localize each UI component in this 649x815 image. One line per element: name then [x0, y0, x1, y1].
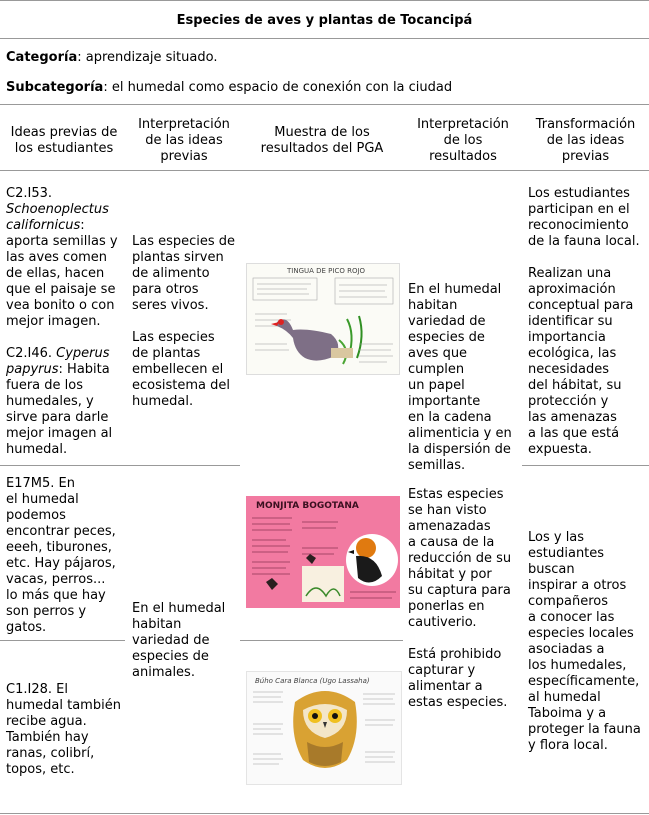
title-rule — [0, 38, 649, 39]
header-transformacion: Transformación de las ideas previas — [535, 117, 636, 164]
header-ideas-previas: Ideas previas de los estudiantes — [10, 125, 118, 156]
col5-row2: Los y las estudiantes buscan inspirar a otros compañeros a conocer las especies locales asociadas a los humedales, específicamente, al humedal Taboima y a proteger la fauna y flora local. — [528, 530, 641, 753]
poster-monjita — [246, 496, 400, 608]
row-rule-1b — [522, 465, 649, 466]
poster-tingua-drawing — [247, 264, 399, 374]
col4-row1: En el humedal habitan variedad de especies de aves que cumplen un papel importante en la cadena alimenticia y en la dispersión de semillas. — [408, 282, 512, 473]
category-value: : aprendizaje situado. — [77, 50, 218, 65]
poster-tingua — [246, 263, 400, 375]
col1-row1: C2.I53. Schoenoplectus californicus: aporta semillas y las aves comen de ellas, hacen que el paisaje se vea bonito o con mejor imagen. C2.I46. Cyperus papyrus: Habita fuera de los humedales, y sirve para darle mejor imagen al humedal. — [6, 186, 118, 457]
table-title: Especies de aves y plantas de Tocancipá — [176, 13, 473, 28]
col4-row2: Estas especies se han visto amenazadas a causa de la reducción de su hábitat y por su captura para ponerlas en cautiverio. Está prohibido capturar y alimentar a estas especies. — [408, 487, 512, 710]
col2-row2: En el humedal habitan variedad de especies de animales. — [132, 601, 226, 680]
header-muestra-resultados: Muestra de los resultados del PGA — [260, 125, 384, 156]
poster-monjita-drawing — [246, 496, 400, 608]
svg-text:TINGUA DE PICO ROJO: TINGUA DE PICO ROJO — [287, 267, 366, 275]
svg-text:MONJITA BOGOTANA: MONJITA BOGOTANA — [256, 501, 359, 511]
header-interpretacion-ideas: Interpretación de las ideas previas — [138, 117, 230, 164]
table-bottom-rule — [0, 813, 649, 814]
col5-row1: Los estudiantes participan en el reconocimiento de la fauna local. Realizan una aproximación conceptual para identificar su importancia ecológica, las necesidades del hábitat, su protección y las amenazas a las que está expuesta. — [528, 186, 640, 457]
header-top-rule — [0, 104, 649, 105]
subcategory-label: Subcategoría — [6, 80, 104, 95]
header-bottom-rule — [0, 170, 649, 171]
poster-buho — [246, 671, 402, 785]
subcategory-value: : el humedal como espacio de conexión con la ciudad — [103, 80, 453, 95]
svg-text:Búho Cara Blanca (Ugo Lassaha): Búho Cara Blanca (Ugo Lassaha) — [255, 677, 370, 685]
row-rule-2b — [240, 640, 403, 641]
category-line — [6, 50, 217, 66]
col1-row3: C1.I28. El humedal también recibe agua. También hay ranas, colibrí, topos, etc. — [6, 682, 121, 777]
col2-row1: Las especies de plantas sirven de alimento para otros seres vivos. Las especies de plantas embellecen el ecosistema del humedal. — [132, 234, 236, 409]
table-top-rule — [0, 0, 649, 1]
category-label: Categoría — [6, 50, 78, 65]
header-interpretacion-resultados: Interpretación de los resultados — [417, 117, 509, 164]
row-rule-2 — [0, 640, 125, 641]
subcategory-line — [6, 80, 452, 96]
col1-row2: E17M5. En el humedal podemos encontrar peces, eeeh, tiburones, etc. Hay pájaros, vacas, perros... lo más que hay son perros y gatos. — [6, 476, 116, 635]
row-rule-1 — [0, 465, 240, 466]
poster-buho-drawing — [247, 672, 401, 784]
